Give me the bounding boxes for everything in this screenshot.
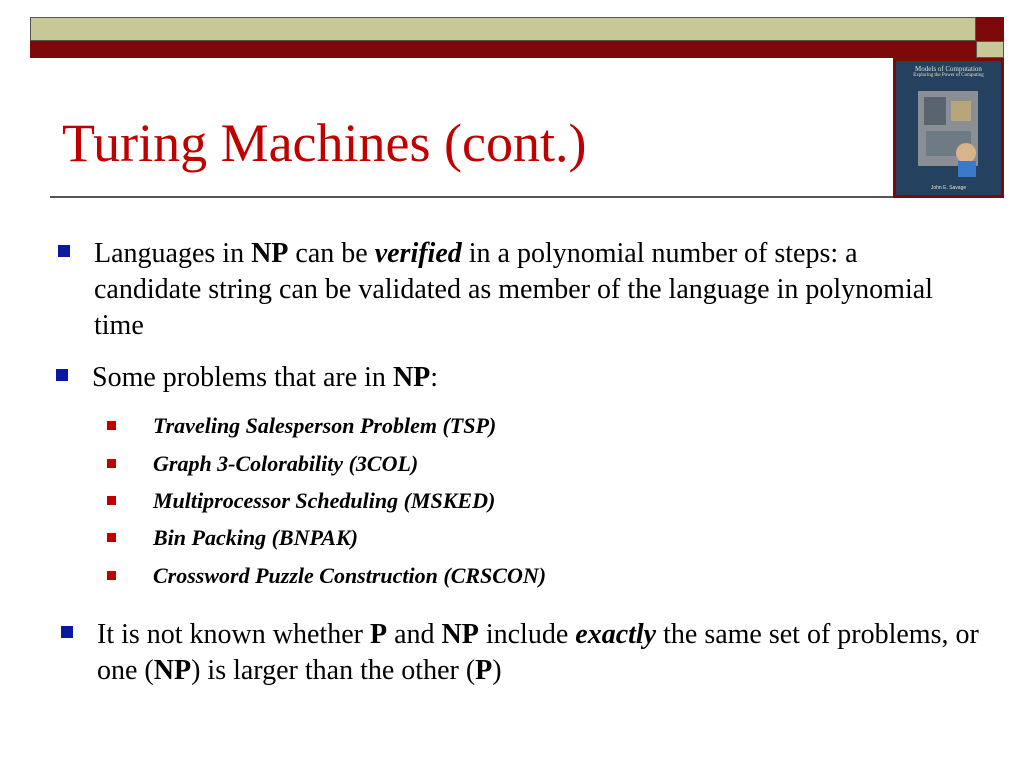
book-author: John E. Savage (930, 185, 967, 191)
bullet-1-text-c: in a polynomial number of steps: a candidate string can be validated as member of the language in polynomial time (94, 238, 933, 341)
book-illustration (896, 61, 1001, 195)
bullet-3-text-d: the same set of problems, or one ( (97, 619, 979, 686)
problem-item (153, 563, 546, 589)
square-bullet-icon (56, 369, 68, 381)
book-subtitle: Exploring the Power of Computing (913, 73, 984, 78)
bullet-1 (94, 236, 934, 344)
bullet-3-text-a: It is not known whether (97, 619, 370, 650)
problem-item (153, 413, 496, 439)
bullet-3-text-f: ) (492, 655, 502, 686)
header-band-dark (30, 41, 976, 58)
problem-item (153, 525, 358, 551)
problem-text: Bin Packing (BNPAK) (153, 525, 358, 550)
bullet-1-text-b: can be (288, 238, 375, 269)
bullet-2-text-a: Some problems that are in (92, 362, 393, 393)
square-bullet-icon (61, 626, 73, 638)
np-term: NP (392, 362, 431, 393)
book-title: Models of Computation (915, 65, 982, 73)
corner-square-light (976, 41, 1004, 58)
bullet-2 (92, 360, 932, 396)
small-square-bullet-icon (107, 496, 116, 505)
bullet-2-text-b: : (430, 362, 439, 393)
exactly-term: exactly (575, 619, 657, 650)
square-bullet-icon (58, 245, 70, 257)
bullet-3-text-b: and (387, 619, 442, 650)
small-square-bullet-icon (107, 421, 116, 430)
small-square-bullet-icon (107, 571, 116, 580)
slide-title: Turing Machines (cont.) (62, 113, 587, 173)
bullet-1-text-a: Languages in (94, 238, 252, 269)
problem-text: Multiprocessor Scheduling (MSKED) (153, 488, 496, 513)
problem-text: Graph 3-Colorability (3COL) (153, 451, 419, 476)
problem-item (153, 451, 418, 477)
np-term: NP (441, 619, 479, 650)
p-term: P (369, 619, 388, 650)
title-divider (50, 196, 893, 198)
bullet-3 (97, 617, 997, 689)
problem-item (153, 488, 495, 514)
header-band-light (30, 17, 976, 41)
bullet-3-text-c: include (478, 619, 576, 650)
book-cover-image (893, 58, 1004, 198)
p-term: P (475, 655, 493, 686)
problem-text: Traveling Salesperson Problem (TSP) (153, 413, 497, 438)
small-square-bullet-icon (107, 459, 116, 468)
np-term: NP (153, 655, 192, 686)
problem-text: Crossword Puzzle Construction (CRSCON) (153, 563, 547, 588)
corner-square-dark (976, 17, 1004, 41)
small-square-bullet-icon (107, 533, 116, 542)
verified-term: verified (374, 238, 462, 269)
bullet-3-text-e: ) is larger than the other ( (191, 655, 476, 686)
np-term: NP (251, 238, 289, 269)
